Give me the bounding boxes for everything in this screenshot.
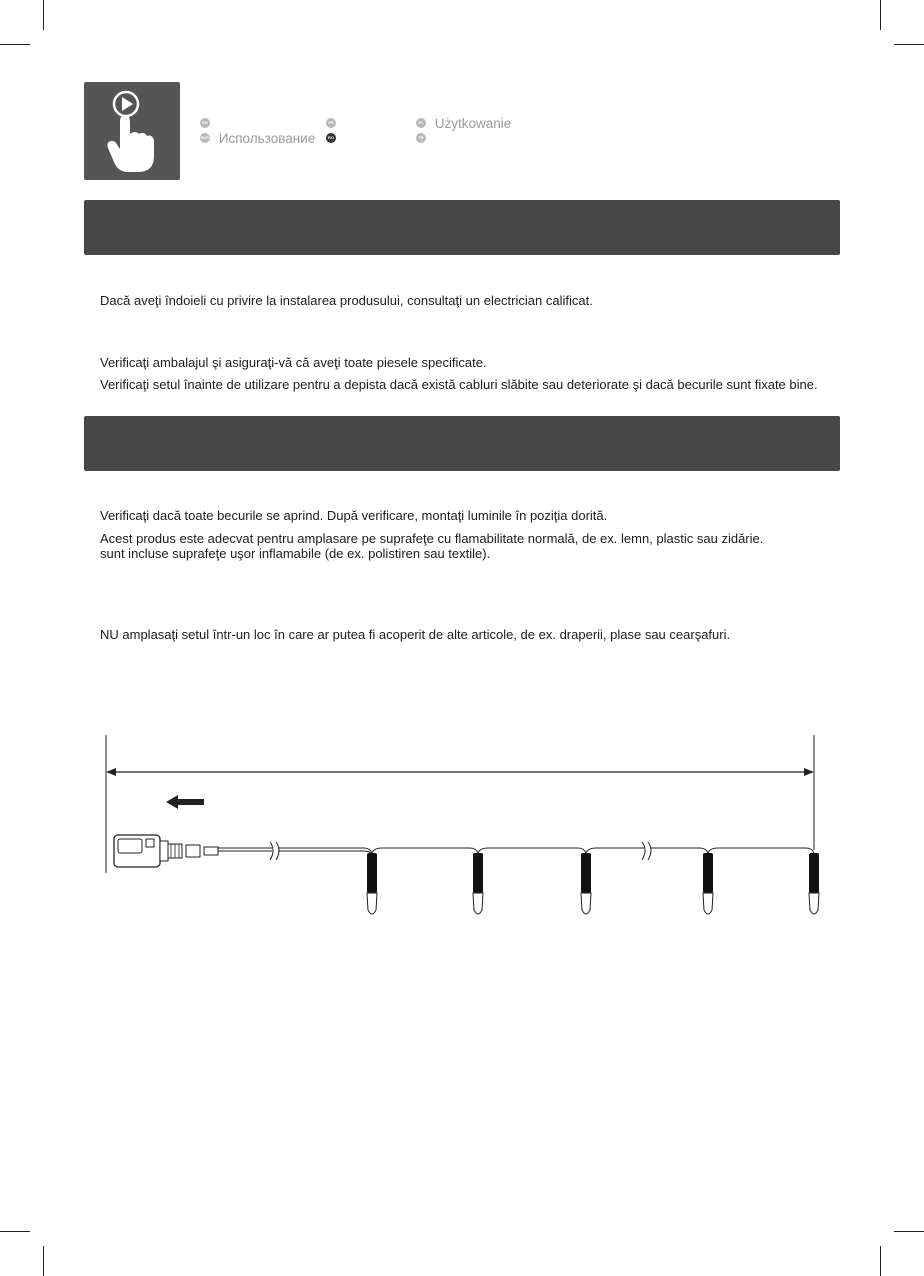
paragraph: NU amplasaţi setul într-un loc în care ar putea fi acoperit de alte articole, de ex. draperii, plase sau cearşafuri. <box>100 627 731 642</box>
crop-mark <box>880 0 881 30</box>
usage-icon-tile <box>84 82 180 180</box>
lang-badge: PL <box>416 118 426 128</box>
hand-pointer-icon <box>84 82 180 180</box>
crop-mark <box>894 44 924 45</box>
lang-pl <box>416 115 511 131</box>
bulb-icon <box>473 853 483 914</box>
lang-tr <box>416 130 431 146</box>
bulb-icon <box>367 853 377 914</box>
lang-badge: EN <box>200 118 210 128</box>
arrow-left-icon <box>166 795 204 809</box>
paragraph: Verificaţi dacă toate becurile se aprind. După verificare, montaţi luminile în poziţia dorită. <box>100 508 608 523</box>
lang-label: Użytkowanie <box>434 115 512 131</box>
light-string-diagram <box>0 720 924 930</box>
paragraph: Acest produs este adecvat pentru amplasare pe suprafeţe cu flamabilitate normală, de ex. lemn, plastic sau zidărie. <box>100 531 764 546</box>
paragraph: Dacă aveţi îndoieli cu privire la instalarea produsului, consultaţi un electrician calificat. <box>100 293 593 308</box>
lang-badge: FR <box>326 118 336 128</box>
paragraph: Verificaţi ambalajul şi asiguraţi-vă că aveţi toate piesele specificate. <box>100 355 487 370</box>
crop-mark <box>880 1246 881 1276</box>
paragraph: sunt incluse suprafeţe uşor inflamabile (de ex. polistiren sau textile). <box>100 546 491 561</box>
power-adapter-icon <box>114 835 218 867</box>
section-heading-bar <box>84 200 840 255</box>
lang-rus <box>200 130 315 146</box>
bulb-icon <box>809 853 819 914</box>
crop-mark <box>894 1231 924 1232</box>
lang-badge: RUS <box>200 133 210 143</box>
crop-mark <box>0 1231 30 1232</box>
lang-badge: RO <box>326 133 336 143</box>
lang-fr <box>326 115 341 131</box>
lang-badge: TR <box>416 133 426 143</box>
paragraph: Verificaţi setul înainte de utilizare pentru a depista dacă există cabluri slăbite sau deteriorate şi dacă becurile sunt fixate bine. <box>100 377 818 392</box>
section-heading-bar <box>84 416 840 471</box>
lang-ro <box>326 130 341 146</box>
crop-mark <box>43 0 44 30</box>
crop-mark <box>43 1246 44 1276</box>
lang-en <box>200 115 215 131</box>
bulb-icon <box>581 853 591 914</box>
crop-mark <box>0 44 30 45</box>
bulb-icon <box>703 853 713 914</box>
lang-label: Использование <box>218 130 316 146</box>
